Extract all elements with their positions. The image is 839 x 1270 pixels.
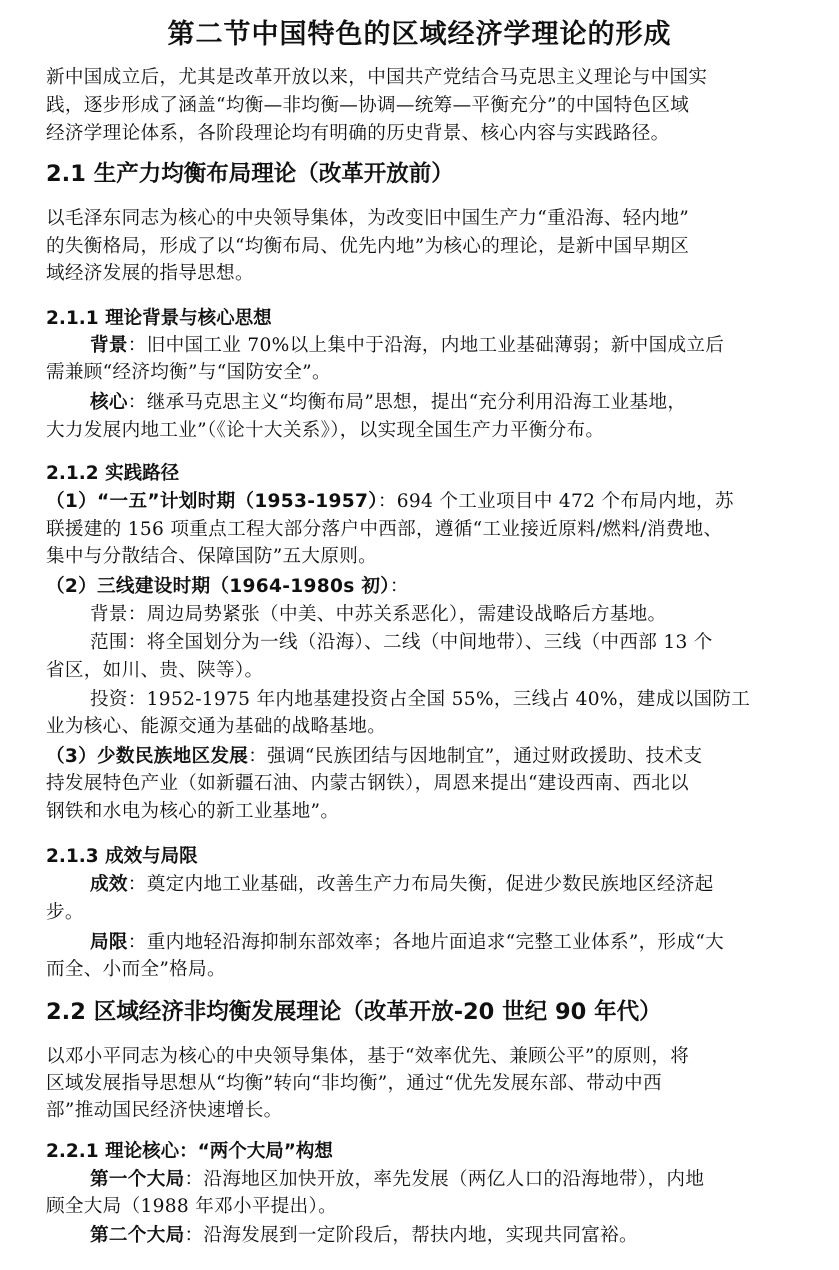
limitation-line-1 [90,931,839,955]
phase1-line-1 [46,490,806,514]
background-line-2: 需兼顾“经济均衡”与“国防安全”。 [46,362,331,383]
section-2-1-heading: 2.1 生产力均衡布局理论（改革开放前） [46,161,454,187]
first-overall-line-2: 顾全大局（1988 年邓小平提出）。 [46,1196,338,1217]
phase3-line-3: 钢铁和水电为核心的新工业基地”。 [46,801,340,822]
second-overall-label: 第二个大局 [90,1225,185,1246]
intro-line-2: 践，逐步形成了涵盖“均衡—非均衡—协调—统筹—平衡充分”的中国特色区域 [46,95,690,116]
effect-label: 成效 [90,874,128,895]
section-2-1-3-heading: 2.1.3 成效与局限 [46,846,198,867]
first-overall-line-1 [90,1168,839,1192]
limitation-label: 局限 [90,932,128,953]
limitation-line-2: 而全、小而全”格局。 [46,959,226,980]
phase2-colon: ： [389,576,409,597]
section-2-2-1-heading: 2.2.1 理论核心：“两个大局”构想 [46,1141,333,1162]
s21-para-line-3: 域经济发展的指导思想。 [46,263,254,284]
section-2-1-2-heading: 2.1.2 实践路径 [46,463,180,484]
phase2-investment-line-1: 投资：1952-1975 年内地基建投资占全国 55%，三线占 40%，建成以国防工 [90,689,751,710]
core-line-1 [90,391,839,415]
phase3-line-1 [46,745,806,769]
phase2-label: （2）三线建设时期（1964-1980s 初） [46,576,390,597]
section-2-2-heading: 2.2 区域经济非均衡发展理论（改革开放-20 世纪 90 年代） [46,999,662,1025]
s21-para-line-1: 以毛泽东同志为核心的中央领导集体，为改变旧中国生产力“重沿海、轻内地” [46,208,690,229]
background-text-1: ：旧中国工业 70%以上集中于沿海，内地工业基础薄弱；新中国成立后 [127,335,725,356]
effect-line-2: 步。 [46,902,84,923]
phase3-label: （3）少数民族地区发展 [46,746,249,767]
phase1-text-1: ：694 个工业项目中 472 个布局内地，苏 [377,491,734,512]
s22-para-line-2: 区域发展指导思想从“均衡”转向“非均衡”，通过“优先发展东部、带动中西 [46,1073,662,1094]
second-overall-line-1 [90,1224,839,1248]
page-title: 第二节中国特色的区域经济学理论的形成 [167,19,672,50]
phase3-text-1: ：强调“民族团结与因地制宜”，通过财政援助、技术支 [248,746,703,767]
first-overall-text-1: ：沿海地区加快开放，率先发展（两亿人口的沿海地带），内地 [184,1169,705,1190]
s22-para-line-1: 以邓小平同志为核心的中央领导集体，基于“效率优先、兼顾公平”的原则，将 [46,1046,690,1067]
intro-line-3: 经济学理论体系，各阶段理论均有明确的历史背景、核心内容与实践路径。 [46,123,670,144]
s21-para-line-2: 的失衡格局，形成了以“均衡布局、优先内地”为核心的理论，是新中国早期区 [46,236,690,257]
core-line-2: 大力发展内地工业”（《论十大关系》），以实现全国生产力平衡分布。 [46,420,605,441]
phase2-line [46,575,806,599]
phase2-scope-line-2: 省区，如川、贵、陕等）。 [46,660,264,681]
background-line-1 [90,334,839,358]
phase2-background: 背景：周边局势紧张（中美、中苏关系恶化），需建设战略后方基地。 [90,604,667,625]
phase3-line-2: 持发展特色产业（如新疆石油、内蒙古钢铁），周恩来提出“建设西南、西北以 [46,773,689,794]
phase1-line-3: 集中与分散结合、保障国防”五大原则。 [46,546,377,567]
first-overall-label: 第一个大局 [90,1169,185,1190]
phase1-line-2: 联援建的 156 项重点工程大部分落户中西部，遵循“工业接近原料/燃料/消费地、 [46,519,723,540]
phase2-scope-line-1: 范围：将全国划分为一线（沿海）、二线（中间地带）、三线（中西部 13 个 [90,632,713,653]
second-overall-text-1: ：沿海发展到一定阶段后，帮扶内地，实现共同富裕。 [184,1225,638,1246]
phase1-label: （1）“一五”计划时期（1953-1957） [46,491,378,512]
limitation-text-1: ：重内地轻沿海抑制东部效率；各地片面追求“完整工业体系”，形成“大 [127,932,725,953]
core-text-1: ：继承马克思主义“均衡布局”思想，提出“充分利用沿海工业基地， [127,392,687,413]
background-label: 背景 [90,335,128,356]
core-label: 核心 [90,392,128,413]
s22-para-line-3: 部”推动国民经济快速增长。 [46,1100,283,1121]
effect-text-1: ：奠定内地工业基础，改善生产力布局失衡，促进少数民族地区经济起 [127,874,714,895]
section-2-1-1-heading: 2.1.1 理论背景与核心思想 [46,308,272,329]
intro-line-1: 新中国成立后，尤其是改革开放以来，中国共产党结合马克思主义理论与中国实 [46,67,708,88]
effect-line-1 [90,873,839,897]
phase2-investment-line-2: 业为核心、能源交通为基础的战略基地。 [46,716,387,737]
